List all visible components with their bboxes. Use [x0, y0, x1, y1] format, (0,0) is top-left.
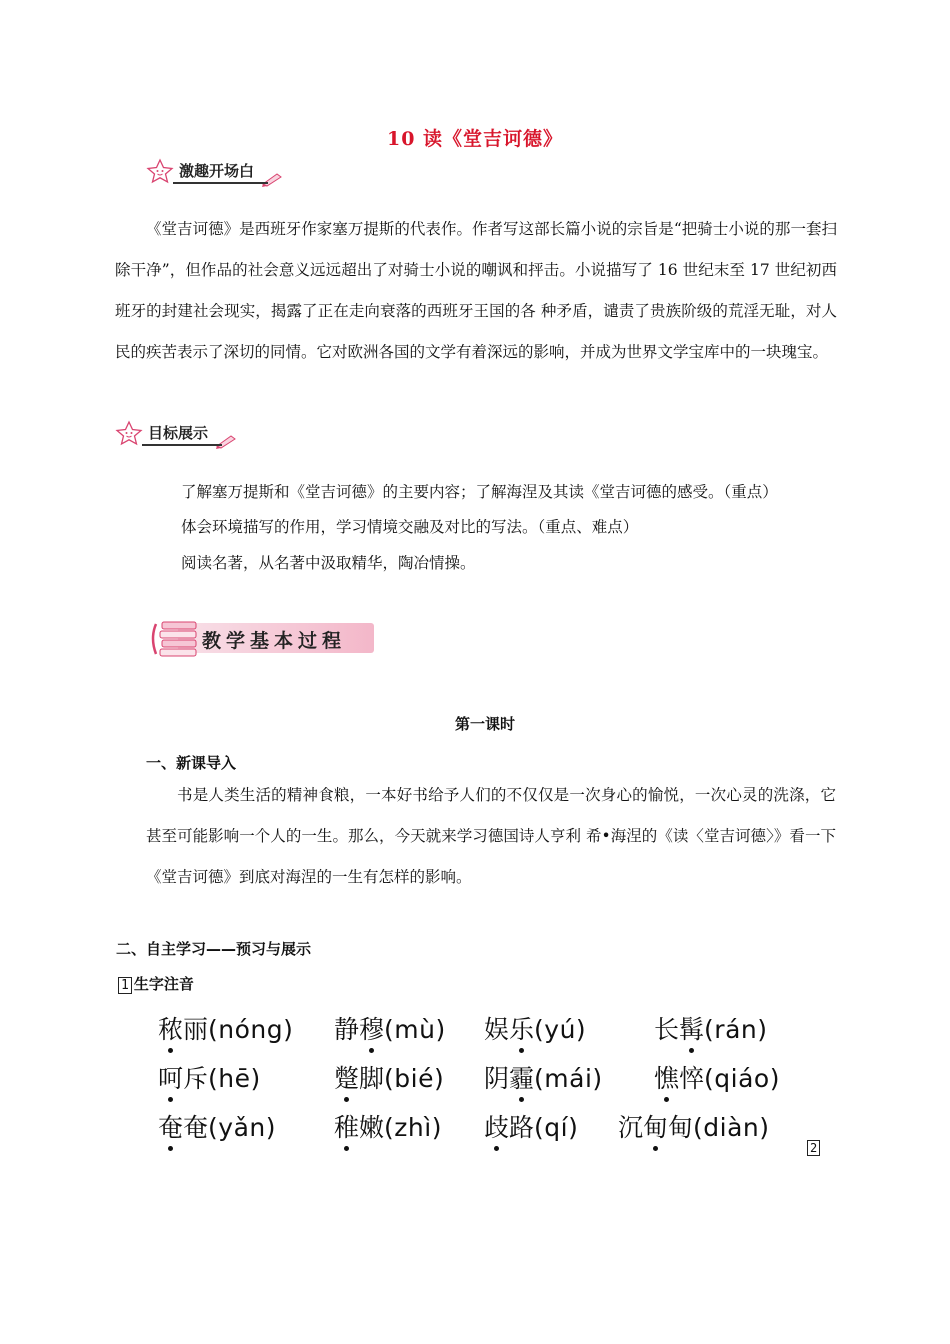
emphasis-dot: [689, 1048, 694, 1053]
pinyin-item: [654, 1059, 780, 1095]
hanzi: 娱: [484, 1015, 510, 1044]
page-title: 10 读《堂吉诃德》: [386, 128, 564, 150]
hanzi: 沉: [618, 1113, 644, 1142]
hanzi-marked: 歧: [484, 1113, 509, 1142]
pinyin-romanization: (zhì): [384, 1113, 442, 1142]
pinyin-item: [484, 1059, 603, 1095]
hanzi: 嫩: [359, 1113, 385, 1142]
banner-process: [146, 614, 378, 664]
emphasis-dot: [519, 1097, 524, 1102]
subsection-heading: [118, 973, 194, 994]
pinyin-item: [618, 1108, 770, 1144]
emphasis-dot: [664, 1097, 669, 1102]
subsection-number: 1: [118, 977, 132, 994]
goal-item: 阅读名著，从名著中汲取精华，陶冶情操。: [181, 554, 476, 572]
hanzi-marked: 髯: [679, 1015, 704, 1044]
banner-process-label: 教学基本过程: [202, 630, 347, 652]
emphasis-dot: [369, 1048, 374, 1053]
pinyin-romanization: (rán): [704, 1015, 768, 1044]
hanzi: 斥: [183, 1064, 209, 1093]
hanzi: 路: [509, 1113, 535, 1142]
banner-intro-label: 激趣开场白: [179, 162, 255, 180]
hanzi: 阴: [484, 1064, 510, 1093]
hanzi-marked: 穆: [359, 1015, 384, 1044]
pinyin-item: [484, 1108, 578, 1144]
pinyin-romanization: (mái): [534, 1064, 603, 1093]
section2-heading: 二、自主学习——预习与展示: [116, 940, 312, 958]
pinyin-romanization: (bié): [384, 1064, 445, 1093]
pen-icon: [214, 433, 238, 449]
goal-item: 体会环境描写的作用，学习情境交融及对比的写法。（重点、难点）: [181, 518, 639, 536]
pinyin-romanization: (mù): [384, 1015, 446, 1044]
page-number: 2: [807, 1140, 820, 1156]
pinyin-item: [334, 1059, 444, 1095]
hanzi-marked: 乐: [509, 1015, 534, 1044]
books-icon: [146, 614, 206, 664]
hanzi-marked: 霾: [509, 1064, 534, 1093]
hanzi: 脚: [359, 1064, 385, 1093]
emphasis-dot: [168, 1097, 173, 1102]
emphasis-dot: [168, 1146, 173, 1151]
pinyin-item: [334, 1108, 442, 1144]
hanzi-marked: 呵: [158, 1064, 183, 1093]
hanzi-marked: 憔: [654, 1064, 679, 1093]
hanzi: 丽: [183, 1015, 209, 1044]
pinyin-item: [654, 1010, 767, 1046]
emphasis-dot: [344, 1146, 349, 1151]
banner-goals-label: 目标展示: [148, 424, 209, 442]
hanzi: 奄: [183, 1113, 209, 1142]
emphasis-dot: [344, 1097, 349, 1102]
banner-intro: [143, 158, 284, 184]
pinyin-romanization: (qí): [534, 1113, 579, 1142]
pinyin-romanization: (qiáo): [704, 1064, 780, 1093]
pinyin-romanization: (yǎn): [208, 1113, 276, 1142]
pinyin-romanization: (diàn): [693, 1113, 770, 1142]
hanzi-marked: 奄: [158, 1113, 183, 1142]
hanzi: 甸: [668, 1113, 694, 1142]
hanzi: 静: [334, 1015, 360, 1044]
pinyin-romanization: (yú): [534, 1015, 587, 1044]
lesson-title: 第一课时: [454, 715, 515, 733]
pinyin-item: [158, 1108, 276, 1144]
emphasis-dot: [653, 1146, 658, 1151]
pinyin-item: [484, 1010, 586, 1046]
intro-paragraph: 《堂吉诃德》是西班牙作家塞万提斯的代表作。作者写这部长篇小说的宗旨是“把骑士小说的那一套扫除干净”，但作品的社会意义远远超出了对骑士小说的嘲讽和抨击。小说描写了 16 世纪末至 17 世纪初西班牙的封建社会现实，揭露了正在走向衰落的西班牙王国的各 种矛盾，谴责了贵族阶级的荒淫无耻，对人民的疾苦表示了深切的同情。它对欧洲各国的文学有着深远的影响，并成为世界文学宝库中的一块瑰宝。: [115, 220, 837, 361]
emphasis-dot: [494, 1146, 499, 1151]
subsection-label: 生字注音: [133, 975, 194, 993]
hanzi-marked: 甸: [643, 1113, 668, 1142]
star-icon: [112, 420, 146, 446]
section1-heading: 一、新课导入: [146, 754, 237, 772]
hanzi-marked: 蹩: [334, 1064, 359, 1093]
emphasis-dot: [168, 1048, 173, 1053]
goal-item: 了解塞万提斯和《堂吉诃德》的主要内容；了解海涅及其读《堂吉诃德的感受。（重点）: [181, 483, 778, 501]
hanzi: 悴: [679, 1064, 705, 1093]
banner-goals: [112, 420, 238, 446]
section1-text: 书是人类生活的精神食粮，一本好书给予人们的不仅仅是一次身心的愉悦，一次心灵的洗涤，它甚至可能影响一个人的一生。那么，今天就来学习德国诗人亨利 希•海涅的《读〈堂吉诃德〉》看一下《堂吉诃德》到底对海涅的一生有怎样的影响。: [146, 786, 836, 886]
pinyin-romanization: (nóng): [208, 1015, 294, 1044]
hanzi: 长: [654, 1015, 680, 1044]
emphasis-dot: [519, 1048, 524, 1053]
pinyin-item: [158, 1010, 293, 1046]
hanzi-marked: 秾: [158, 1015, 183, 1044]
star-icon: [143, 158, 177, 184]
pinyin-item: [334, 1010, 446, 1046]
pinyin-romanization: (hē): [208, 1064, 261, 1093]
pinyin-item: [158, 1059, 261, 1095]
hanzi-marked: 稚: [334, 1113, 359, 1142]
pen-icon: [260, 171, 284, 187]
